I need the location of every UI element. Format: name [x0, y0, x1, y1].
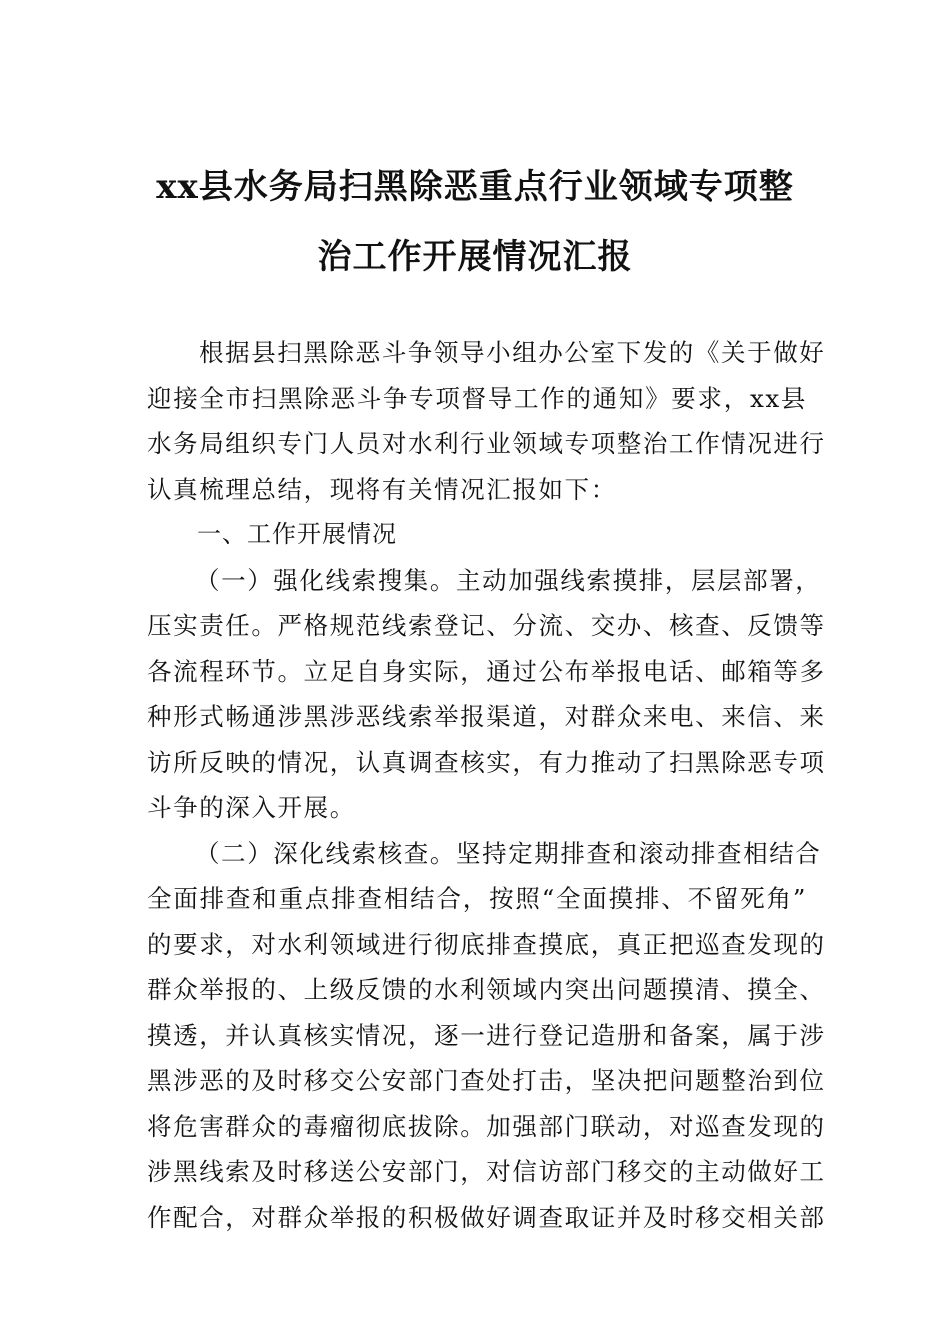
paragraph-line: 作配合，对群众举报的积极做好调查取证并及时移交相关部 [147, 1202, 826, 1232]
title-line: 治工作开展情况汇报 [317, 237, 633, 277]
paragraph-line: 摸透，并认真核实情况，逐一进行登记造册和备案，属于涉 [147, 1020, 826, 1050]
paragraph-line: 根据县扫黑除恶斗争领导小组办公室下发的《关于做好 [199, 338, 826, 367]
paragraph-line: （一）强化线索搜集。主动加强线索摸排，层层部署， [195, 565, 822, 595]
paragraph-line: 全面排查和重点排查相结合，按照“全面摸排、不留死角” [147, 884, 807, 913]
intro-paragraph [147, 330, 826, 512]
paragraph-2 [147, 831, 826, 1241]
paragraph-line: 认真梳理总结，现将有关情况汇报如下： [147, 474, 617, 504]
paragraph-line: 斗争的深入开展。 [147, 793, 356, 822]
title-line: xx县水务局扫黑除恶重点行业领域专项整 [156, 167, 794, 207]
paragraph-line: 迎接全市扫黑除恶斗争专项督导工作的通知》要求，xx县 [147, 383, 807, 413]
paragraph-line: 群众举报的、上级反馈的水利领域内突出问题摸清、摸全、 [147, 975, 826, 1004]
paragraph-line: 涉黑线索及时移送公安部门，对信访部门移交的主动做好工 [147, 1157, 826, 1186]
paragraph-line: 水务局组织专门人员对水利行业领域专项整治工作情况进行 [147, 429, 826, 458]
section-heading: 一、工作开展情况 [197, 520, 397, 548]
paragraph-line: 访所反映的情况，认真调查核实，有力推动了扫黑除恶专项 [147, 747, 826, 777]
document-title [140, 155, 810, 289]
document-body [147, 330, 826, 1240]
paragraph-line: 将危害群众的毒瘤彻底拔除。加强部门联动，对巡查发现的 [147, 1111, 826, 1141]
paragraph-line: 的要求，对水利领域进行彻底排查摸底，真正把巡查发现的 [147, 929, 826, 959]
paragraph-line: 种形式畅通涉黑涉恶线索举报渠道，对群众来电、来信、来 [147, 702, 826, 731]
paragraph-line: 压实责任。严格规范线索登记、分流、交办、核查、反馈等 [147, 611, 826, 640]
paragraph-1 [147, 558, 826, 831]
paragraph-line: （二）深化线索核查。坚持定期排查和滚动排查相结合 [195, 838, 822, 868]
paragraph-line: 黑涉恶的及时移交公安部门查处打击，坚决把问题整治到位 [147, 1066, 826, 1095]
paragraph-line: 各流程环节。立足自身实际，通过公布举报电话、邮箱等多 [147, 656, 826, 686]
